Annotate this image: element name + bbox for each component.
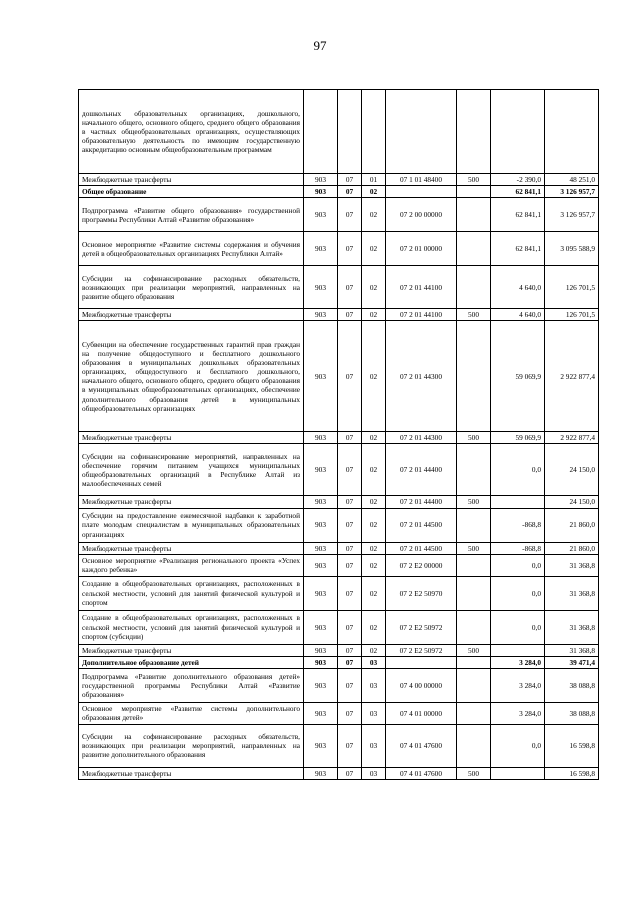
cell-subsection: 02	[362, 198, 386, 232]
row-name: Межбюджетные трансферты	[79, 496, 304, 508]
cell-target-article	[386, 90, 457, 174]
cell-total-amount: 3 095 588,9	[545, 232, 599, 266]
cell-subsection: 01	[362, 174, 386, 186]
cell-total-amount: 21 860,0	[545, 542, 599, 554]
cell-target-article	[386, 656, 457, 668]
cell-total-amount: 126 701,5	[545, 266, 599, 309]
row-name: Подпрограмма «Развитие общего образования» государственной программы Республики Алтай «Развитие образования»	[79, 198, 304, 232]
cell-target-article: 07 2 01 44300	[386, 432, 457, 444]
cell-change-amount: -2 390,0	[491, 174, 545, 186]
cell-section: 07	[338, 432, 362, 444]
cell-subsection: 02	[362, 266, 386, 309]
cell-expense-type: 500	[457, 496, 491, 508]
cell-expense-type	[457, 321, 491, 432]
cell-section: 07	[338, 198, 362, 232]
cell-target-article: 07 2 01 44400	[386, 496, 457, 508]
cell-section: 07	[338, 174, 362, 186]
cell-section: 07	[338, 542, 362, 554]
table-row	[79, 656, 599, 668]
cell-section: 07	[338, 186, 362, 198]
table-row	[79, 496, 599, 508]
cell-change-amount: 4 640,0	[491, 266, 545, 309]
cell-subsection: 02	[362, 508, 386, 542]
cell-expense-type	[457, 90, 491, 174]
cell-section: 07	[338, 321, 362, 432]
cell-admin-code: 903	[304, 610, 338, 644]
cell-total-amount: 16 598,8	[545, 724, 599, 767]
cell-section: 07	[338, 496, 362, 508]
cell-admin-code: 903	[304, 432, 338, 444]
cell-target-article: 07 4 01 47600	[386, 767, 457, 779]
cell-admin-code: 903	[304, 508, 338, 542]
cell-change-amount: 62 841,1	[491, 232, 545, 266]
cell-change-amount: 3 284,0	[491, 656, 545, 668]
cell-change-amount	[491, 644, 545, 656]
cell-expense-type	[457, 656, 491, 668]
cell-target-article: 07 2 00 00000	[386, 198, 457, 232]
row-name: Основное мероприятие «Развитие системы дополнительного образования детей»	[79, 702, 304, 724]
cell-expense-type	[457, 232, 491, 266]
cell-section	[338, 90, 362, 174]
table-row	[79, 542, 599, 554]
cell-expense-type	[457, 576, 491, 610]
cell-section: 07	[338, 576, 362, 610]
table-row	[79, 767, 599, 779]
cell-target-article	[386, 186, 457, 198]
cell-target-article: 07 4 01 47600	[386, 724, 457, 767]
cell-subsection: 03	[362, 767, 386, 779]
table-row	[79, 198, 599, 232]
row-name: Субсидии на предоставление ежемесячной надбавки к заработной плате молодым специалистам в муниципальных образовательных организациях	[79, 508, 304, 542]
cell-subsection	[362, 90, 386, 174]
cell-total-amount: 48 251,0	[545, 174, 599, 186]
cell-admin-code: 903	[304, 656, 338, 668]
cell-total-amount: 31 368,8	[545, 576, 599, 610]
cell-admin-code: 903	[304, 668, 338, 702]
cell-change-amount: 3 284,0	[491, 668, 545, 702]
row-name: Общее образование	[79, 186, 304, 198]
cell-target-article: 07 2 01 44100	[386, 266, 457, 309]
cell-admin-code: 903	[304, 174, 338, 186]
cell-expense-type	[457, 702, 491, 724]
row-name: Межбюджетные трансферты	[79, 644, 304, 656]
cell-expense-type: 500	[457, 542, 491, 554]
cell-admin-code: 903	[304, 198, 338, 232]
cell-subsection: 02	[362, 496, 386, 508]
cell-target-article: 07 2 01 44500	[386, 542, 457, 554]
cell-change-amount: 0,0	[491, 724, 545, 767]
cell-admin-code: 903	[304, 554, 338, 576]
row-name: Межбюджетные трансферты	[79, 309, 304, 321]
cell-section: 07	[338, 767, 362, 779]
cell-subsection: 02	[362, 321, 386, 432]
cell-total-amount: 21 860,0	[545, 508, 599, 542]
cell-total-amount: 38 088,8	[545, 668, 599, 702]
cell-target-article: 07 2 01 44500	[386, 508, 457, 542]
cell-target-article: 07 2 01 44100	[386, 309, 457, 321]
row-name: Межбюджетные трансферты	[79, 432, 304, 444]
table-row	[79, 668, 599, 702]
cell-subsection: 03	[362, 724, 386, 767]
cell-expense-type	[457, 668, 491, 702]
cell-target-article: 07 2 E2 50972	[386, 610, 457, 644]
cell-admin-code	[304, 90, 338, 174]
cell-subsection: 02	[362, 554, 386, 576]
cell-total-amount: 39 471,4	[545, 656, 599, 668]
row-name: Субвенции на обеспечение государственных гарантий прав граждан на получение общедоступного и бесплатного дошкольного образования в муниципальных дошкольных образовательных организациях, общедоступного и бесплатного дошкольного, начального общего, основного общего, среднего общего образования в муниципальных общеобразовательных организациях, обеспечение дополнительного образования детей в муниципальных общеобразовательных организациях	[79, 321, 304, 432]
cell-target-article: 07 2 E2 00000	[386, 554, 457, 576]
cell-change-amount: 0,0	[491, 444, 545, 496]
cell-admin-code: 903	[304, 576, 338, 610]
row-name: Создание в общеобразовательных организациях, расположенных в сельской местности, условий для занятий физической культурой и спортом	[79, 576, 304, 610]
cell-change-amount	[491, 767, 545, 779]
cell-expense-type: 500	[457, 174, 491, 186]
cell-admin-code: 903	[304, 724, 338, 767]
cell-admin-code: 903	[304, 444, 338, 496]
cell-total-amount: 2 922 877,4	[545, 432, 599, 444]
row-name: Основное мероприятие «Реализация регионального проекта «Успех каждого ребенка»	[79, 554, 304, 576]
table-row	[79, 266, 599, 309]
cell-change-amount: -868,8	[491, 508, 545, 542]
cell-change-amount: 62 841,1	[491, 198, 545, 232]
cell-change-amount: 59 069,9	[491, 432, 545, 444]
cell-total-amount: 3 126 957,7	[545, 198, 599, 232]
table-row	[79, 508, 599, 542]
cell-admin-code: 903	[304, 232, 338, 266]
cell-expense-type	[457, 198, 491, 232]
cell-target-article: 07 2 E2 50972	[386, 644, 457, 656]
cell-change-amount: 0,0	[491, 610, 545, 644]
cell-expense-type: 500	[457, 432, 491, 444]
cell-target-article: 07 4 01 00000	[386, 702, 457, 724]
cell-change-amount	[491, 90, 545, 174]
cell-section: 07	[338, 232, 362, 266]
cell-section: 07	[338, 610, 362, 644]
row-name: Создание в общеобразовательных организациях, расположенных в сельской местности, условий для занятий физической культурой и спортом (субсидии)	[79, 610, 304, 644]
cell-admin-code: 903	[304, 309, 338, 321]
cell-expense-type	[457, 724, 491, 767]
row-name: Межбюджетные трансферты	[79, 767, 304, 779]
cell-subsection: 02	[362, 432, 386, 444]
cell-admin-code: 903	[304, 496, 338, 508]
table-row	[79, 309, 599, 321]
table-row	[79, 232, 599, 266]
cell-total-amount	[545, 90, 599, 174]
cell-target-article: 07 2 E2 50970	[386, 576, 457, 610]
row-name: Дополнительное образование детей	[79, 656, 304, 668]
row-name: Субсидии на софинансирование расходных обязательств, возникающих при реализации мероприятий, направленных на развитие дополнительного образования	[79, 724, 304, 767]
cell-expense-type	[457, 266, 491, 309]
cell-subsection: 02	[362, 186, 386, 198]
table-row	[79, 610, 599, 644]
cell-section: 07	[338, 702, 362, 724]
cell-expense-type: 500	[457, 309, 491, 321]
cell-change-amount	[491, 496, 545, 508]
cell-admin-code: 903	[304, 644, 338, 656]
cell-subsection: 02	[362, 576, 386, 610]
cell-change-amount: 3 284,0	[491, 702, 545, 724]
cell-admin-code: 903	[304, 702, 338, 724]
cell-subsection: 02	[362, 232, 386, 266]
cell-target-article: 07 2 01 00000	[386, 232, 457, 266]
cell-section: 07	[338, 508, 362, 542]
row-name: Основное мероприятие «Развитие системы содержания и обучения детей в общеобразовательных организациях Республики Алтай»	[79, 232, 304, 266]
row-name: Межбюджетные трансферты	[79, 542, 304, 554]
cell-change-amount: -868,8	[491, 542, 545, 554]
row-name: Субсидии на софинансирование мероприятий, направленных на обеспечение горячим питанием учащихся муниципальных общеобразовательных организаций в Республике Алтай из малообеспеченных семей	[79, 444, 304, 496]
table-row	[79, 644, 599, 656]
cell-total-amount: 24 150,0	[545, 444, 599, 496]
cell-expense-type	[457, 186, 491, 198]
cell-total-amount: 3 126 957,7	[545, 186, 599, 198]
table-row	[79, 702, 599, 724]
table-row	[79, 554, 599, 576]
cell-section: 07	[338, 644, 362, 656]
table-row	[79, 174, 599, 186]
budget-table	[78, 89, 599, 780]
cell-subsection: 03	[362, 668, 386, 702]
table-row	[79, 576, 599, 610]
cell-section: 07	[338, 724, 362, 767]
cell-total-amount: 126 701,5	[545, 309, 599, 321]
cell-total-amount: 31 368,8	[545, 554, 599, 576]
cell-expense-type: 500	[457, 644, 491, 656]
row-name: Подпрограмма «Развитие дополнительного образования детей» государственной программы Республики Алтай «Развитие образования»	[79, 668, 304, 702]
cell-total-amount: 16 598,8	[545, 767, 599, 779]
cell-change-amount: 0,0	[491, 554, 545, 576]
cell-target-article: 07 2 01 44400	[386, 444, 457, 496]
cell-subsection: 02	[362, 309, 386, 321]
table-row	[79, 724, 599, 767]
cell-total-amount: 24 150,0	[545, 496, 599, 508]
cell-section: 07	[338, 444, 362, 496]
cell-target-article: 07 4 00 00000	[386, 668, 457, 702]
cell-expense-type	[457, 610, 491, 644]
cell-change-amount: 0,0	[491, 576, 545, 610]
page-number: 97	[313, 38, 327, 53]
cell-target-article: 07 1 01 48400	[386, 174, 457, 186]
table-row	[79, 90, 599, 174]
cell-expense-type	[457, 444, 491, 496]
row-name: дошкольных образовательных организациях, дошкольного, начального общего, основного общего, среднего общего образования в частных общеобразовательных организациях, осуществляющих образовательную деятельность по имеющим государственную аккредитацию основным общеобразовательным программам	[79, 90, 304, 174]
table-row	[79, 432, 599, 444]
cell-total-amount: 31 368,8	[545, 644, 599, 656]
cell-admin-code: 903	[304, 767, 338, 779]
table-row	[79, 321, 599, 432]
cell-expense-type	[457, 554, 491, 576]
cell-change-amount: 59 069,9	[491, 321, 545, 432]
cell-admin-code: 903	[304, 186, 338, 198]
row-name: Субсидии на софинансирование расходных обязательств, возникающих при реализации мероприятий, направленных на развитие общего образования	[79, 266, 304, 309]
cell-subsection: 03	[362, 702, 386, 724]
table-row	[79, 444, 599, 496]
cell-target-article: 07 2 01 44300	[386, 321, 457, 432]
cell-section: 07	[338, 309, 362, 321]
cell-admin-code: 903	[304, 266, 338, 309]
cell-section: 07	[338, 266, 362, 309]
cell-expense-type	[457, 508, 491, 542]
cell-subsection: 02	[362, 644, 386, 656]
cell-subsection: 02	[362, 444, 386, 496]
cell-change-amount: 62 841,1	[491, 186, 545, 198]
cell-section: 07	[338, 554, 362, 576]
cell-subsection: 02	[362, 610, 386, 644]
cell-expense-type: 500	[457, 767, 491, 779]
cell-total-amount: 38 088,8	[545, 702, 599, 724]
table-row	[79, 186, 599, 198]
cell-section: 07	[338, 656, 362, 668]
cell-admin-code: 903	[304, 321, 338, 432]
cell-change-amount: 4 640,0	[491, 309, 545, 321]
row-name: Межбюджетные трансферты	[79, 174, 304, 186]
cell-total-amount: 31 368,8	[545, 610, 599, 644]
cell-total-amount: 2 922 877,4	[545, 321, 599, 432]
cell-admin-code: 903	[304, 542, 338, 554]
cell-section: 07	[338, 668, 362, 702]
cell-subsection: 03	[362, 656, 386, 668]
cell-subsection: 02	[362, 542, 386, 554]
